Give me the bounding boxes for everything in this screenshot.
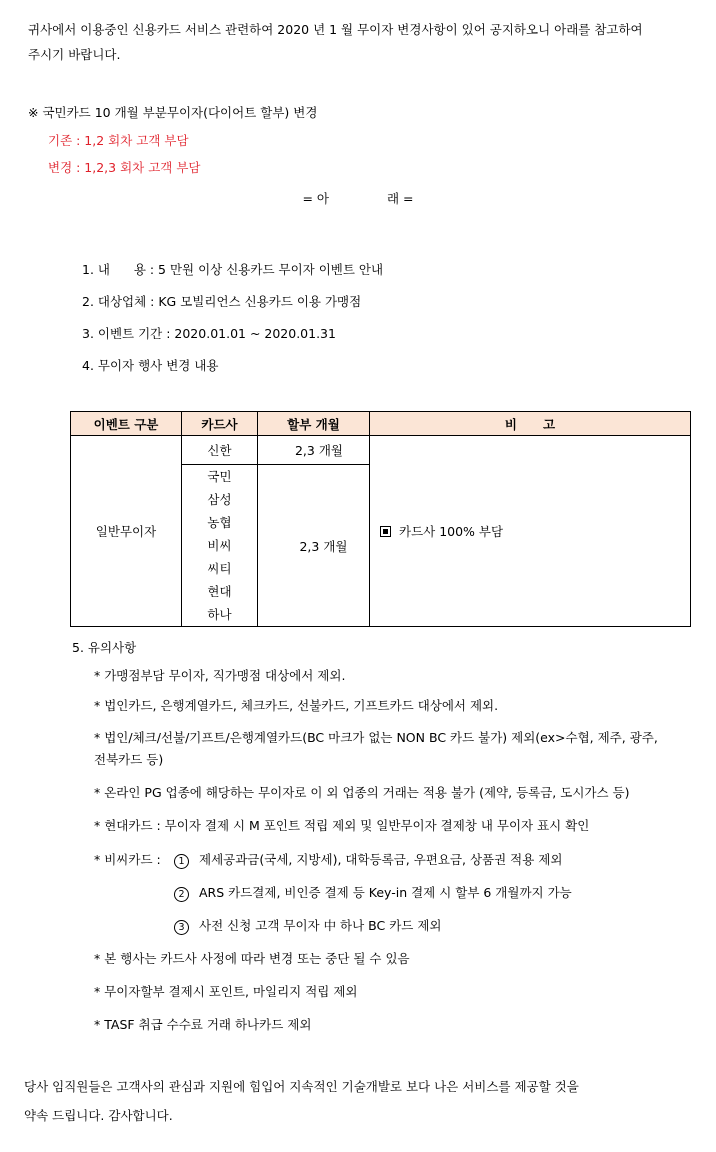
section-title-left: = 아 bbox=[302, 191, 329, 206]
item-period: 3. 이벤트 기간 : 2020.01.01 ~ 2020.01.31 bbox=[82, 326, 336, 341]
change-after: 변경 : 1,2,3 회차 고객 부담 bbox=[48, 160, 201, 175]
item-merchant: 2. 대상업체 : KG 모빌리언스 신용카드 이용 가맹점 bbox=[82, 294, 362, 309]
caution-item: * 법인/체크/선불/기프트/은행계열카드(BC 마크가 없는 NON BC 카드 불가) 제외(ex>수협, 제주, 광주, bbox=[94, 730, 658, 745]
card-kookmin: 국민 bbox=[207, 469, 232, 484]
event-table bbox=[70, 411, 691, 627]
header-installment: 할부 개월 bbox=[258, 412, 370, 436]
item-change-content: 4. 무이자 행사 변경 내용 bbox=[82, 358, 219, 373]
bc-item-2-text: ARS 카드결제, 비인증 결제 등 Key-in 결제 시 할부 6 개월까지 가능 bbox=[199, 885, 572, 900]
caution-item-cont: 전북카드 등) bbox=[94, 752, 164, 767]
note-text: 카드사 100% 부담 bbox=[399, 524, 504, 539]
card-bc: 비씨 bbox=[207, 538, 232, 553]
caution-item: * TASF 취급 수수료 거래 하나카드 제외 bbox=[94, 1017, 312, 1032]
table-header-row bbox=[71, 412, 691, 436]
caution-item: * 가맹점부담 무이자, 직가맹점 대상에서 제외. bbox=[94, 668, 346, 683]
card-list bbox=[182, 465, 258, 627]
card-hyundai: 현대 bbox=[207, 584, 232, 599]
bc-item-1 bbox=[174, 850, 562, 869]
caution-item: * 현대카드 : 무이자 결제 시 M 포인트 적립 제외 및 일반무이자 결제창 내 무이자 표시 확인 bbox=[94, 818, 590, 833]
card-hana: 하나 bbox=[207, 607, 232, 622]
caution-item: * 법인카드, 은행계열카드, 체크카드, 선불카드, 기프트카드 대상에서 제외. bbox=[94, 698, 499, 713]
header-note: 비 고 bbox=[370, 412, 691, 436]
intro-line-2: 주시기 바랍니다. bbox=[28, 47, 121, 62]
event-type-cell: 일반무이자 bbox=[71, 436, 182, 627]
section-title-right: 래 = bbox=[387, 191, 414, 206]
caution-item: * 본 행사는 카드사 사정에 따라 변경 또는 중단 될 수 있음 bbox=[94, 951, 410, 966]
months-shinhan: 2,3 개월 bbox=[258, 436, 370, 465]
item-content: 1. 내 용 : 5 만원 이상 신용카드 무이자 이벤트 안내 bbox=[82, 262, 384, 277]
closing-line-1: 당사 임직원들은 고객사의 관심과 지원에 힘입어 지속적인 기술개발로 보다 나은 서비스를 제공할 것을 bbox=[24, 1079, 579, 1094]
bc-item-2 bbox=[174, 883, 572, 902]
header-card-company: 카드사 bbox=[182, 412, 258, 436]
change-before: 기존 : 1,2 회차 고객 부담 bbox=[48, 133, 189, 148]
card-shinhan: 신한 bbox=[182, 436, 258, 465]
circled-number-3: 3 bbox=[174, 920, 189, 935]
change-notice-title: ※ 국민카드 10 개월 부분무이자(다이어트 할부) 변경 bbox=[28, 105, 318, 120]
section-title bbox=[0, 189, 716, 207]
square-bullet-icon bbox=[380, 526, 391, 537]
caution-item: * 온라인 PG 업종에 해당하는 무이자로 이 외 업종의 거래는 적용 불가 (제약, 등록금, 도시가스 등) bbox=[94, 785, 630, 800]
circled-number-1: 1 bbox=[174, 854, 189, 869]
caution-item: * 무이자할부 결제시 포인트, 마일리지 적립 제외 bbox=[94, 984, 358, 999]
cautions-title: 5. 유의사항 bbox=[72, 640, 137, 655]
card-samsung: 삼성 bbox=[207, 492, 232, 507]
intro-line-1: 귀사에서 이용중인 신용카드 서비스 관련하여 2020 년 1 월 무이자 변경사항이 있어 공지하오니 아래를 참고하여 bbox=[28, 22, 643, 37]
note-cell bbox=[370, 436, 691, 627]
bc-item-3 bbox=[174, 916, 442, 935]
circled-number-2: 2 bbox=[174, 887, 189, 902]
header-event-type: 이벤트 구분 bbox=[71, 412, 182, 436]
table-row bbox=[71, 436, 691, 465]
bc-item-1-text: 제세공과금(국세, 지방세), 대학등록금, 우편요금, 상품권 적용 제외 bbox=[199, 852, 563, 867]
closing-line-2: 약속 드립니다. 감사합니다. bbox=[24, 1108, 173, 1123]
bc-item-3-text: 사전 신청 고객 무이자 中 하나 BC 카드 제외 bbox=[199, 918, 442, 933]
caution-item-bc: * 비씨카드 : bbox=[94, 852, 161, 867]
card-nonghyup: 농협 bbox=[207, 515, 232, 530]
card-citi: 씨티 bbox=[207, 561, 232, 576]
months-others: 2,3 개월 bbox=[258, 465, 370, 627]
